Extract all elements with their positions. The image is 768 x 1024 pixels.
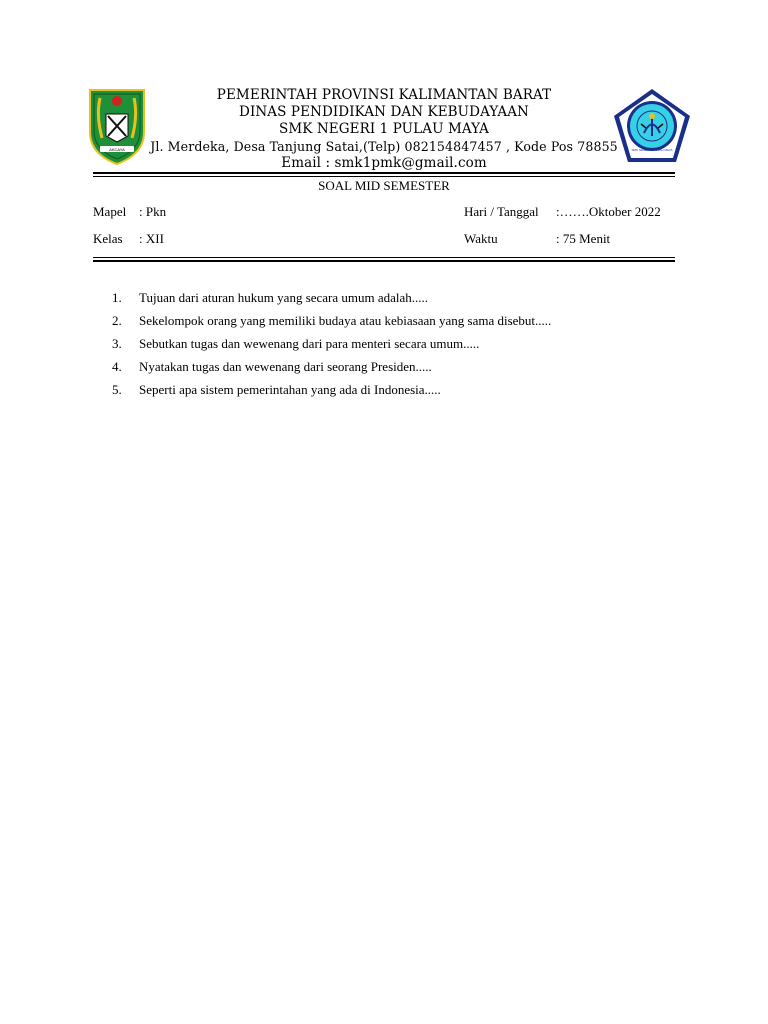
header-line-government: PEMERINTAH PROVINSI KALIMANTAN BARAT [216,87,552,103]
question-item [112,336,551,359]
question-item [112,290,551,313]
mapel-label: Mapel [93,204,127,219]
province-crest-logo [86,86,148,166]
question-text: Sekelompok orang yang memiliki budaya atau kebiasaan yang sama disebut..... [139,313,552,328]
header-line-department: DINAS PENDIDIKAN DAN KEBUDAYAAN [239,104,529,120]
waktu-label: Waktu [464,231,498,246]
school-emblem-logo [611,86,693,166]
question-number: 2. [112,313,122,328]
header-divider-thick [93,172,675,174]
question-number: 1. [112,290,122,305]
question-text: Tujuan dari aturan hukum yang secara umum adalah..... [139,290,429,305]
emblem-ring-text: SMK NEGERI 1 PULAU MAYA [631,148,673,152]
question-text: Seperti apa sistem pemerintahan yang ada di Indonesia..... [139,382,441,397]
kelas-value: : XII [139,231,164,246]
question-list [112,290,551,405]
kelas-label: Kelas [93,231,123,246]
letterhead [150,87,618,172]
question-number: 4. [112,359,122,374]
question-number: 3. [112,336,122,351]
hari-tanggal-label: Hari / Tanggal [464,204,539,219]
crest-motto-text: AKCAYA [109,147,125,152]
hari-tanggal-value: :…….Oktober 2022 [556,204,661,219]
question-text: Sebutkan tugas dan wewenang dari para menteri secara umum..... [139,336,480,351]
mapel-value: : Pkn [139,204,167,219]
header-line-school: SMK NEGERI 1 PULAU MAYA [279,121,489,137]
header-divider-thin [93,176,675,177]
exam-title: SOAL MID SEMESTER [318,178,450,193]
school-pentagon-emblem-icon [611,86,693,166]
info-divider-thick [93,260,675,262]
info-divider-thin [93,257,675,258]
question-item [112,359,551,382]
question-item [112,382,551,405]
question-text: Nyatakan tugas dan wewenang dari seorang Presiden..... [139,359,432,374]
header-line-address: Jl. Merdeka, Desa Tanjung Satai,(Telp) 082154847457 , Kode Pos 78855 [150,139,618,154]
header-line-email: Email : smk1pmk@gmail.com [281,155,487,171]
waktu-value: : 75 Menit [556,231,611,246]
kalimantan-barat-crest-icon [86,86,148,166]
question-number: 5. [112,382,122,397]
question-item [112,313,551,336]
